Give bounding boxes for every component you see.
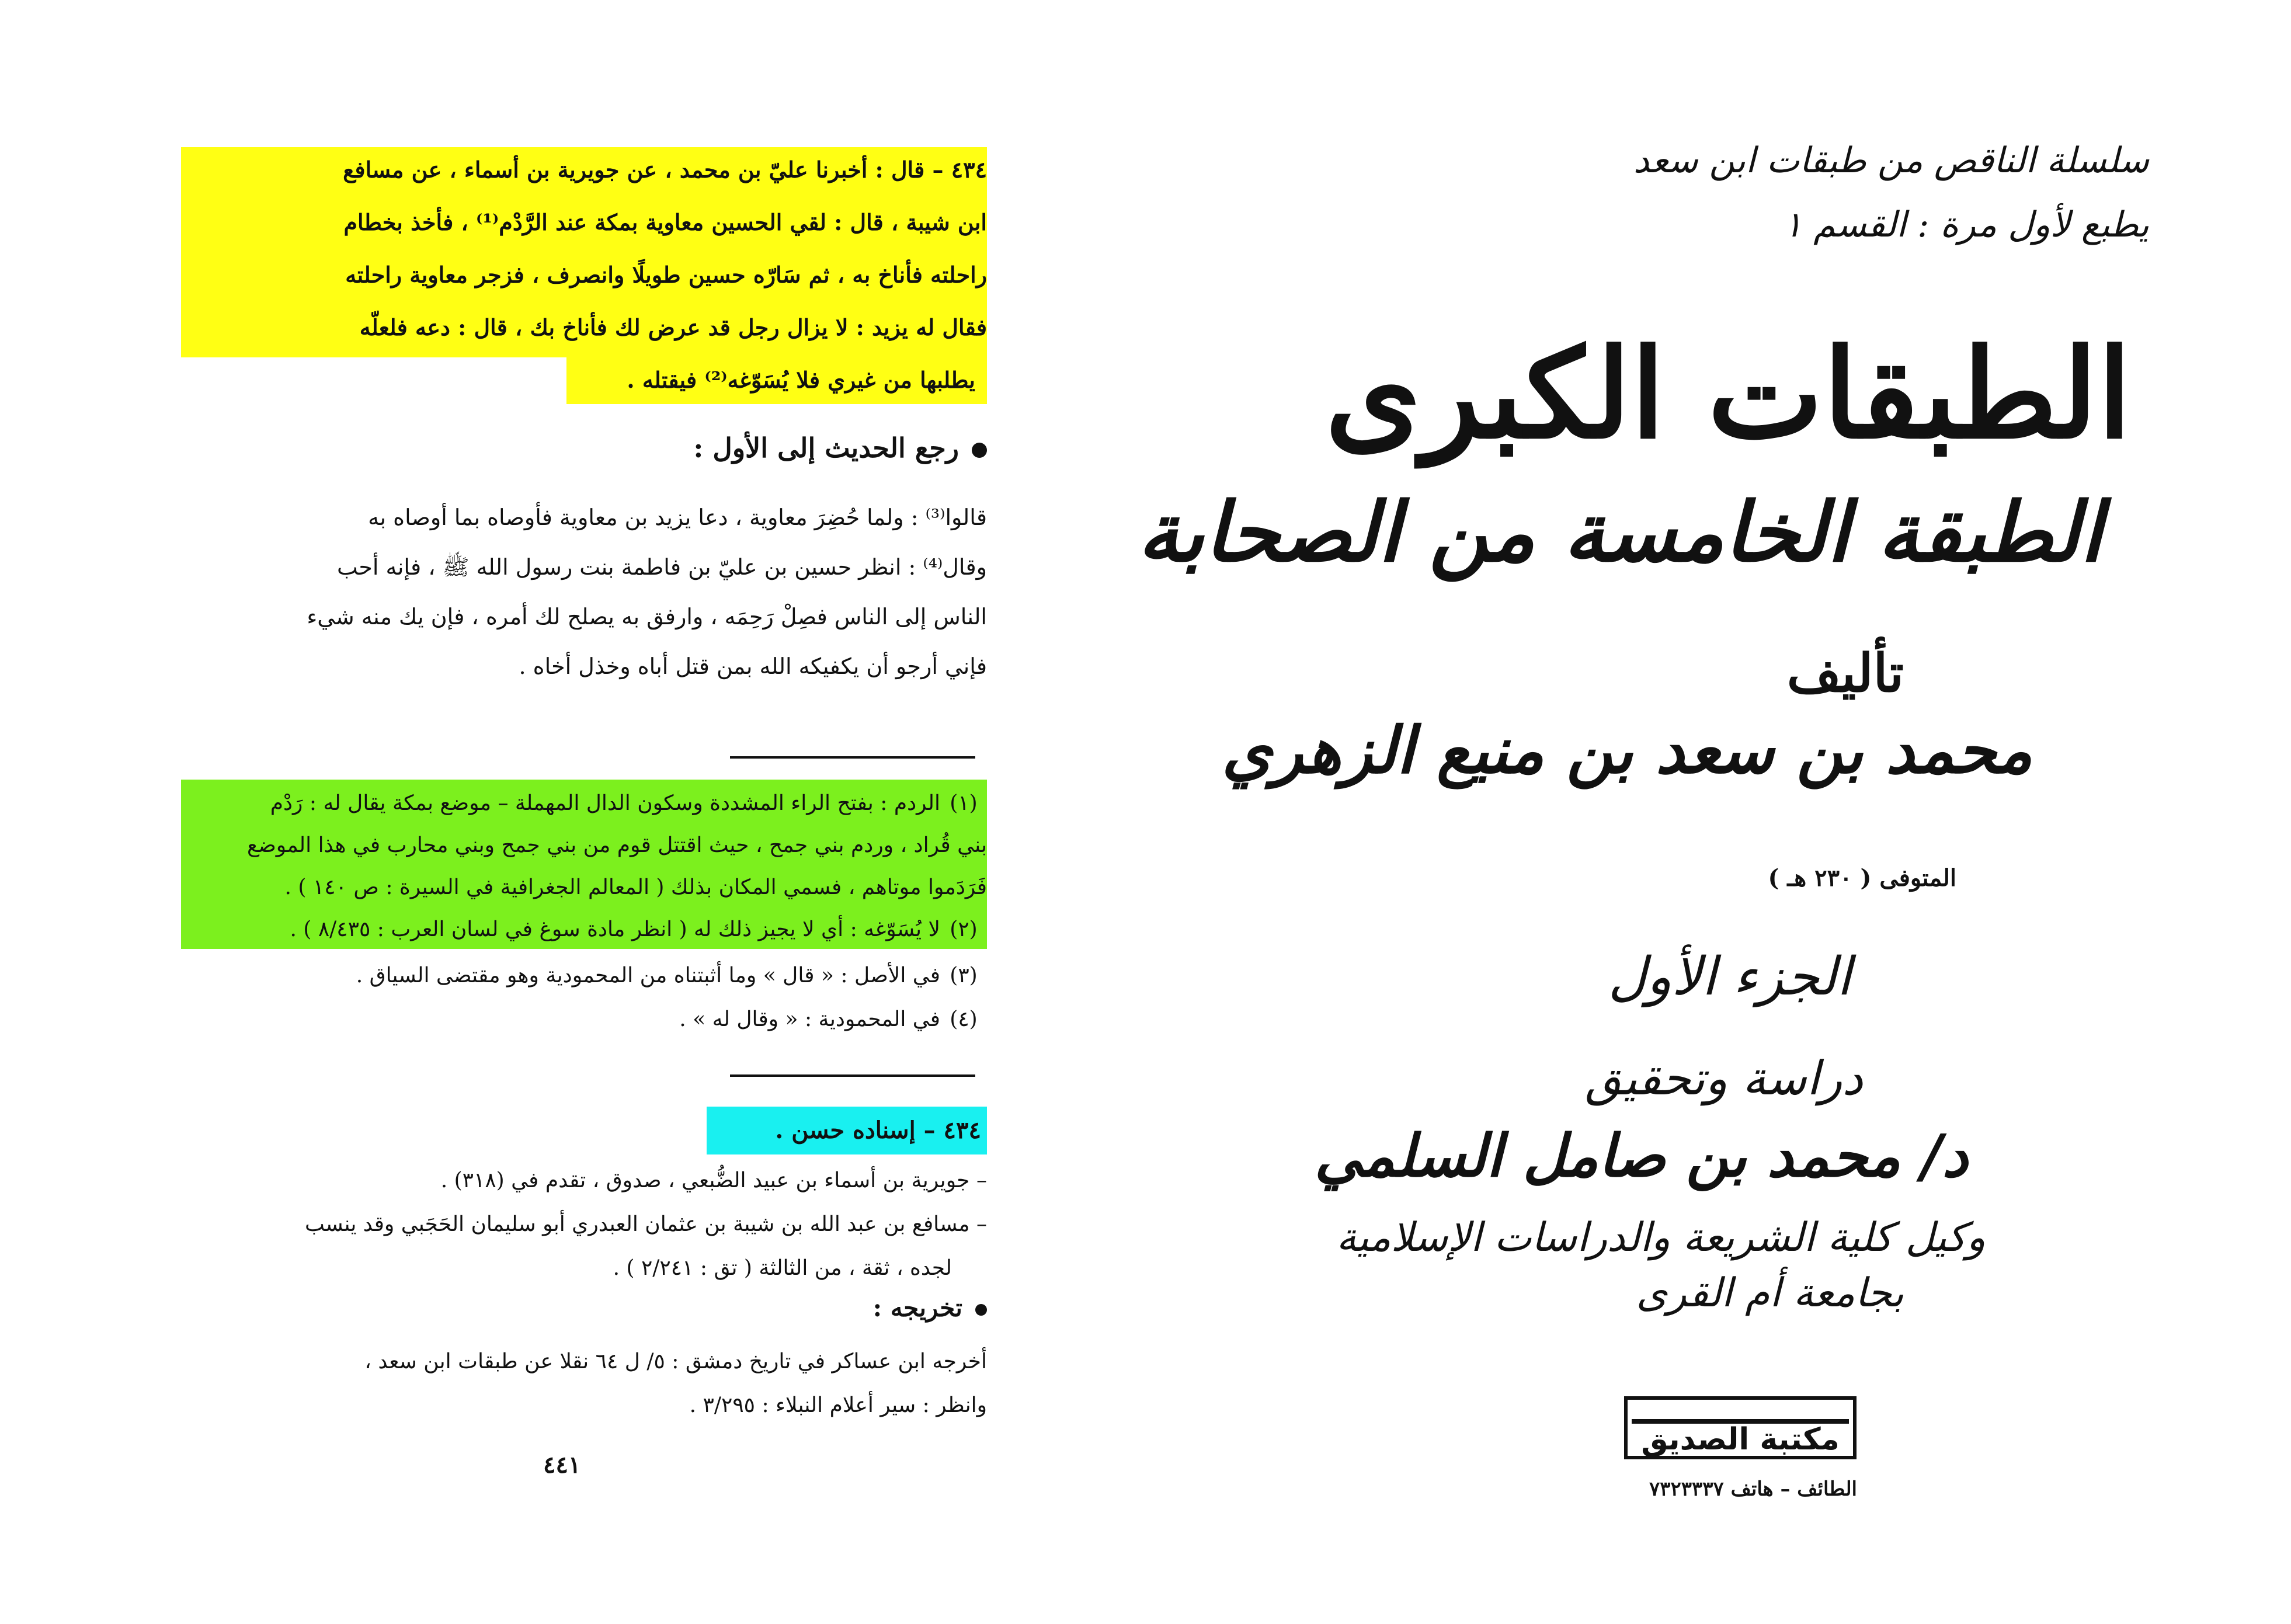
footnote-1-cont-1 — [247, 825, 987, 867]
editor-name: د/ محمد بن صامل السلمي — [1314, 1121, 1968, 1190]
series-title: سلسلة الناقص من طبقات ابن سعد — [1633, 140, 2149, 181]
footnote-text: لا يُسَوّغه : أي لا يجيز ذلك له ( انظر مادة سوغ في لسان العرب : ٨/٤٣٥ ) . — [290, 917, 940, 941]
takhrij-heading — [873, 1293, 987, 1322]
section-title: رجع الحديث إلى الأول : — [693, 432, 959, 464]
narrator-1: – جويرية بن أسماء بن عبيد الضُّبعي ، صدوق ، تقدم في (٣١٨) . — [440, 1169, 987, 1192]
narrator-2: – مسافع بن عبد الله بن شيبة بن عثمان العبدري أبو سليمان الحَجَبي وقد ينسب — [305, 1212, 987, 1236]
authored-by-label: تأليف — [1786, 642, 1904, 704]
footnote-3 — [356, 955, 987, 997]
narrator-2-cont: لجده ، ثقة ، من الثالثة ( تق : ٢/٢٤١ ) . — [613, 1256, 952, 1280]
footnote-number: (٢) — [950, 917, 978, 941]
main-title: الطبقات الكبرى — [1325, 322, 2132, 466]
footnote-4 — [679, 999, 987, 1041]
takhrij-line-2: وانظر : سير أعلام النبلاء : ٣/٢٩٥ . — [689, 1393, 987, 1417]
hadith-line-5: يطلبها من غيري فلا يُسَوّغه⁽²⁾ فيقتله . — [627, 367, 975, 393]
takhrij-title: تخريجه : — [872, 1293, 962, 1322]
subtitle: الطبقة الخامسة من الصحابة — [1138, 485, 2102, 580]
left-page — [169, 140, 999, 1530]
page-number: ٤٤١ — [543, 1451, 581, 1479]
footnote-number: (٤) — [950, 1007, 978, 1031]
volume-label: الجزء الأول — [1608, 946, 1851, 1007]
hadith-line-4: فقال له يزيد : لا يزال رجل قد عرض لك فأناخ بك ، قال : دعه فلعلّه — [359, 314, 987, 340]
footnote-2 — [290, 909, 987, 951]
publisher-logo — [1623, 1396, 1857, 1460]
footnote-number: (٣) — [950, 964, 978, 987]
publisher-info: الطائف – هاتف ٧٣٢٣٣٣٧ — [1649, 1477, 1857, 1501]
body-line-4: فإني أرجو أن يكفيكه الله بمن قتل أباه وخذل أخاه . — [519, 653, 987, 679]
footnote-1-cont-2 — [285, 867, 987, 909]
footnote-divider — [730, 756, 975, 759]
study-label: دراسة وتحقيق — [1585, 1051, 1863, 1105]
takhrij-line-1: أخرجه ابن عساكر في تاريخ دمشق : ٥/ ل ٦٤ نقلا عن طبقات ابن سعد ، — [364, 1350, 987, 1373]
body-line-1: قالوا⁽³⁾ : ولما حُضِرَ معاوية ، دعا يزيد بن معاوية فأوصاه بما أوصاه به — [368, 505, 987, 530]
hadith-line-2: ابن شيبة ، قال : لقي الحسين معاوية بمكة عند الرَّدْم⁽¹⁾ ، فأخذ بخطام — [343, 209, 987, 235]
footnote-text: بني قُراد ، وردم بني جمح ، حيث اقتتل قوم من بني جمح وبني محارب في هذا الموضع — [247, 833, 987, 857]
editor-title-1: وكيل كلية الشريعة والدراسات الإسلامية — [1336, 1215, 1986, 1261]
bullet-icon — [975, 1304, 987, 1316]
body-line-2: وقال⁽⁴⁾ : انظر حسين بن عليّ بن فاطمة بنت رسول الله ﷺ ، فإنه أحب — [337, 554, 987, 580]
author-name: محمد بن سعد بن منيع الزهري — [1222, 712, 2032, 788]
series-subtitle: يطبع لأول مرة : القسم ١ — [1784, 204, 2149, 245]
isnad-divider — [730, 1074, 975, 1077]
footnote-1 — [270, 783, 987, 825]
footnote-text: في المحمودية : « وقال له » . — [679, 1007, 940, 1031]
hadith-line-1: ٤٣٤ – قال : أخبرنا عليّ بن محمد ، عن جويرية بن أسماء ، عن مسافع — [343, 157, 987, 183]
footnote-text: فَرَدَموا موتاهم ، فسمي المكان بذلك ( المعالم الجغرافية في السيرة : ص ١٤٠ ) . — [284, 875, 987, 899]
bullet-icon — [972, 443, 987, 458]
publisher-logo-text: مكتبة الصديق — [1641, 1422, 1840, 1457]
body-line-3: الناس إلى الناس فصِلْ رَحِمَه ، وارفق به يصلح لك أمره ، فإن يك منه شيء — [307, 604, 987, 630]
footnote-text: الردم : بفتح الراء المشددة وسكون الدال المهملة – موضع بمكة يقال له : رَدْم — [270, 791, 940, 815]
hadith-line-3: راحلته فأناخ به ، ثم سَارّه حسين طويلًا وانصرف ، فزجر معاوية راحلته — [345, 262, 987, 288]
section-heading — [693, 432, 987, 464]
title-page — [1138, 117, 2219, 1577]
death-date: المتوفى ( ٢٣٠ هـ ) — [1768, 864, 1956, 892]
editor-title-2: بجامعة أم القرى — [1636, 1270, 1904, 1316]
isnad-heading: ٤٣٤ – إسناده حسن . — [707, 1107, 987, 1154]
footnote-text: في الأصل : « قال » وما أثبتناه من المحمودية وهو مقتضى السياق . — [356, 964, 940, 987]
footnote-number: (١) — [950, 791, 978, 815]
